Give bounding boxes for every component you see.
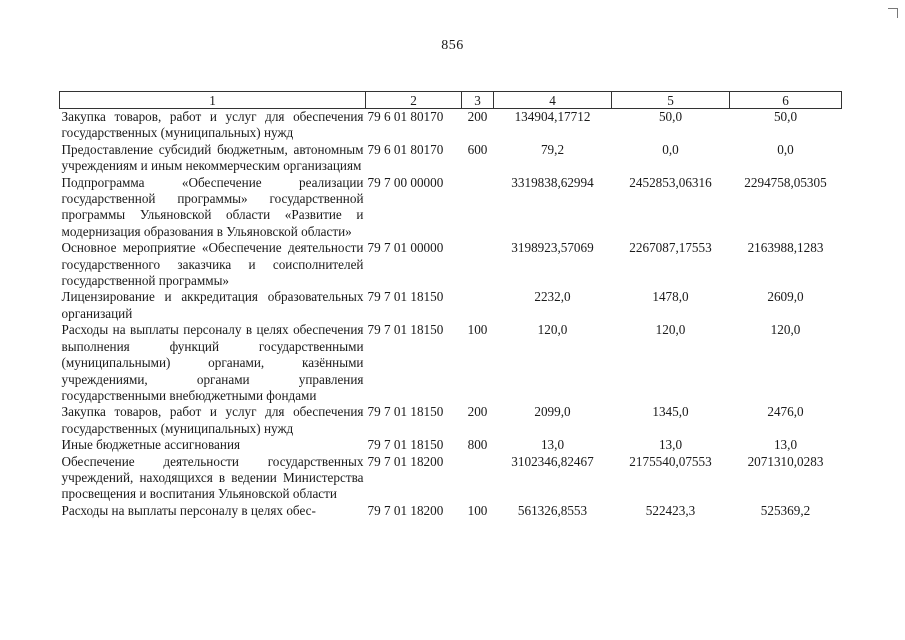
row-amount-col6: 2071310,0283 — [747, 453, 824, 469]
row-target-code: 79 7 00 00000 — [367, 174, 444, 190]
table-row — [60, 454, 842, 503]
row-amount-col6: 525369,2 — [760, 502, 811, 518]
row-name: Расходы на выплаты персоналу в целях обес- — [61, 502, 316, 518]
row-amount-col5: 2175540,07553 — [629, 453, 712, 469]
row-target-code: 79 7 01 18150 — [367, 404, 444, 420]
table-row — [60, 109, 842, 142]
row-name: Иные бюджетные ассигнования — [61, 437, 241, 453]
row-amount-col6: 2294758,05305 — [744, 174, 827, 190]
row-amount-col5: 0,0 — [662, 141, 679, 157]
row-amount-col6: 2476,0 — [767, 404, 804, 420]
row-expense-type: 100 — [467, 502, 488, 518]
row-amount-col5: 1345,0 — [652, 404, 689, 420]
row-amount-col4: 561326,8553 — [517, 502, 588, 518]
row-name: Основное мероприятие «Обеспечение деятельности государственного заказчика и соисполнителей государственной программы» — [61, 240, 364, 289]
row-amount-col4: 2232,0 — [534, 289, 571, 305]
header-col-1: 1 — [60, 92, 366, 109]
row-amount-col6: 2609,0 — [767, 289, 804, 305]
row-amount-col4: 13,0 — [540, 437, 565, 453]
row-expense-type — [462, 454, 494, 503]
table-row — [60, 437, 842, 453]
table-row — [60, 404, 842, 437]
row-target-code: 79 7 01 00000 — [367, 240, 444, 256]
row-amount-col4: 3198923,57069 — [511, 240, 594, 256]
row-amount-col5: 1478,0 — [652, 289, 689, 305]
row-amount-col5: 13,0 — [658, 437, 683, 453]
row-name: Лицензирование и аккредитация образовательных организаций — [61, 289, 364, 321]
corner-crop-mark — [888, 8, 898, 18]
row-amount-col4: 2099,0 — [534, 404, 571, 420]
row-expense-type: 200 — [467, 109, 488, 124]
row-name: Подпрограмма «Обеспечение реализации государственной программы» государственной программы Ульяновской области «Развитие и модернизация образования в Ульяновской области» — [61, 174, 364, 239]
row-amount-col6: 2163988,1283 — [747, 240, 824, 256]
header-col-4: 4 — [494, 92, 612, 109]
table-row — [60, 289, 842, 322]
row-amount-col5: 522423,3 — [645, 502, 696, 518]
page-number: 856 — [441, 38, 464, 53]
row-amount-col4: 120,0 — [537, 322, 568, 338]
row-name: Закупка товаров, работ и услуг для обеспечения государственных (муниципальных) нужд — [61, 404, 364, 436]
row-amount-col5: 2452853,06316 — [629, 174, 712, 190]
header-col-5: 5 — [612, 92, 730, 109]
row-name: Предоставление субсидий бюджетным, автономным учреждениям и иным некоммерческим организациям — [61, 141, 364, 174]
row-name: Закупка товаров, работ и услуг для обеспечения государственных (муниципальных) нужд — [61, 109, 364, 141]
row-target-code: 79 7 01 18200 — [367, 502, 444, 518]
header-col-2: 2 — [366, 92, 462, 109]
row-amount-col4: 3319838,62994 — [511, 174, 594, 190]
table-row — [60, 142, 842, 175]
row-expense-type — [462, 289, 494, 322]
row-name: Обеспечение деятельности государственных учреждений, находящихся в ведении Министерства просвещения и воспитания Ульяновской области — [61, 453, 364, 502]
row-amount-col5: 2267087,17553 — [629, 240, 712, 256]
row-expense-type: 200 — [467, 404, 488, 420]
table-row — [60, 322, 842, 404]
row-amount-col5: 120,0 — [655, 322, 686, 338]
table-row — [60, 503, 842, 519]
row-amount-col4: 79,2 — [540, 141, 565, 157]
row-name: Расходы на выплаты персоналу в целях обеспечения выполнения функций государственными (муниципальными) органами, казёнными учреждениями, органами управления государственными внебюджетными фондами — [61, 322, 364, 403]
row-expense-type: 100 — [467, 322, 488, 338]
row-expense-type: 800 — [467, 437, 488, 453]
table-row — [60, 175, 842, 241]
row-target-code: 79 7 01 18200 — [367, 453, 444, 469]
row-expense-type — [462, 175, 494, 241]
header-col-3: 3 — [462, 92, 494, 109]
header-col-6: 6 — [730, 92, 842, 109]
row-amount-col6: 0,0 — [777, 141, 794, 157]
row-target-code: 79 7 01 18150 — [367, 437, 444, 453]
row-amount-col4: 3102346,82467 — [511, 453, 594, 469]
row-amount-col6: 120,0 — [770, 322, 801, 338]
budget-table — [59, 91, 842, 519]
row-amount-col6: 50,0 — [773, 109, 798, 124]
row-amount-col6: 13,0 — [773, 437, 798, 453]
row-target-code: 79 7 01 18150 — [367, 289, 444, 305]
row-amount-col5: 50,0 — [658, 109, 683, 124]
row-target-code: 79 7 01 18150 — [367, 322, 444, 338]
row-expense-type: 600 — [467, 141, 488, 157]
row-amount-col4: 134904,17712 — [514, 109, 591, 124]
row-target-code: 79 6 01 80170 — [367, 109, 444, 124]
row-target-code: 79 6 01 80170 — [367, 141, 444, 157]
table-header-row — [60, 92, 842, 109]
row-expense-type — [462, 240, 494, 289]
table-row — [60, 240, 842, 289]
